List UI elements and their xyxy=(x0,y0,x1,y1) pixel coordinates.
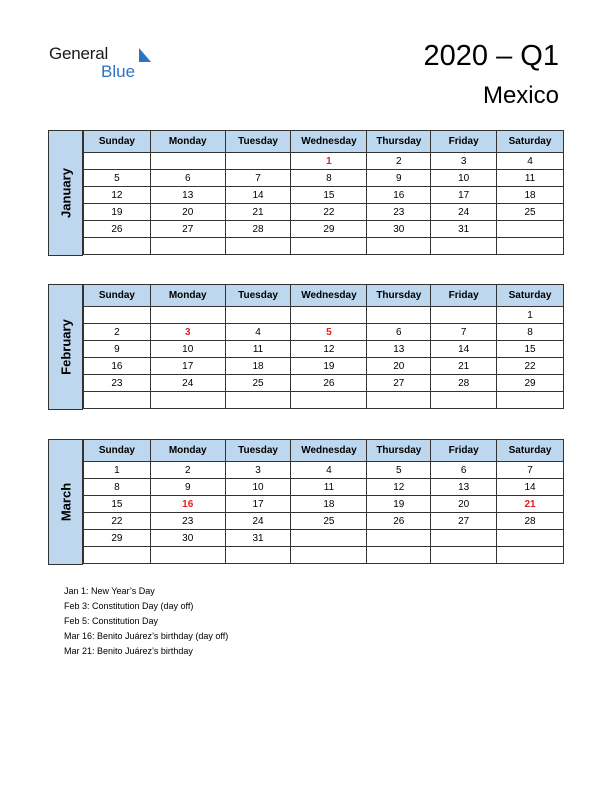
day-cell xyxy=(84,238,151,255)
logo-text-general: General xyxy=(49,44,109,63)
weekday-header: Sunday xyxy=(84,285,151,307)
day-cell xyxy=(367,547,431,564)
day-cell: 11 xyxy=(225,341,291,358)
calendar-grid xyxy=(83,284,564,409)
day-cell: 13 xyxy=(150,187,225,204)
day-cell: 29 xyxy=(84,530,151,547)
week-row xyxy=(84,392,564,409)
day-cell: 8 xyxy=(291,170,367,187)
weekday-header: Thursday xyxy=(367,285,431,307)
weekday-header: Wednesday xyxy=(291,440,367,462)
day-cell: 4 xyxy=(291,462,367,479)
week-row xyxy=(84,547,564,564)
weekday-header: Thursday xyxy=(367,131,431,153)
day-cell: 15 xyxy=(291,187,367,204)
day-cell xyxy=(497,392,564,409)
day-cell: 18 xyxy=(225,358,291,375)
day-cell xyxy=(225,238,291,255)
day-cell: 5 xyxy=(367,462,431,479)
week-row xyxy=(84,153,564,170)
day-cell: 4 xyxy=(497,153,564,170)
week-row xyxy=(84,358,564,375)
weekday-header: Tuesday xyxy=(225,131,291,153)
day-cell: 6 xyxy=(367,324,431,341)
day-cell xyxy=(431,530,497,547)
day-cell: 24 xyxy=(150,375,225,392)
day-cell xyxy=(84,153,151,170)
day-cell: 27 xyxy=(431,513,497,530)
day-cell: 15 xyxy=(84,496,151,513)
day-cell: 9 xyxy=(84,341,151,358)
day-cell: 16 xyxy=(150,496,225,513)
day-cell: 15 xyxy=(497,341,564,358)
day-cell: 1 xyxy=(84,462,151,479)
day-cell xyxy=(367,530,431,547)
weekday-header: Friday xyxy=(431,440,497,462)
weekday-header: Wednesday xyxy=(291,131,367,153)
week-row xyxy=(84,170,564,187)
day-cell: 18 xyxy=(291,496,367,513)
day-cell: 13 xyxy=(431,479,497,496)
week-row xyxy=(84,324,564,341)
day-cell xyxy=(497,547,564,564)
day-cell: 7 xyxy=(497,462,564,479)
day-cell: 2 xyxy=(150,462,225,479)
day-cell xyxy=(431,238,497,255)
day-cell: 11 xyxy=(291,479,367,496)
week-row xyxy=(84,375,564,392)
day-cell: 19 xyxy=(291,358,367,375)
day-cell xyxy=(497,238,564,255)
day-cell: 21 xyxy=(497,496,564,513)
day-cell: 9 xyxy=(367,170,431,187)
day-cell xyxy=(497,530,564,547)
day-cell: 25 xyxy=(291,513,367,530)
day-cell: 28 xyxy=(225,221,291,238)
logo-triangle-icon xyxy=(139,48,151,62)
day-cell xyxy=(291,392,367,409)
day-cell xyxy=(497,221,564,238)
day-cell: 1 xyxy=(497,307,564,324)
day-cell xyxy=(367,238,431,255)
day-cell xyxy=(291,530,367,547)
day-cell: 6 xyxy=(150,170,225,187)
holiday-note: Feb 5: Constitution Day xyxy=(64,616,159,626)
day-cell: 22 xyxy=(291,204,367,221)
weekday-header: Friday xyxy=(431,131,497,153)
day-cell: 3 xyxy=(150,324,225,341)
month-name: March xyxy=(58,482,73,522)
day-cell: 26 xyxy=(291,375,367,392)
day-cell: 23 xyxy=(84,375,151,392)
day-cell xyxy=(225,392,291,409)
day-cell: 17 xyxy=(225,496,291,513)
day-cell: 26 xyxy=(84,221,151,238)
day-cell: 2 xyxy=(84,324,151,341)
day-cell: 16 xyxy=(367,187,431,204)
day-cell: 22 xyxy=(497,358,564,375)
day-cell xyxy=(225,307,291,324)
day-cell: 26 xyxy=(367,513,431,530)
weekday-header: Sunday xyxy=(84,131,151,153)
month-label xyxy=(48,284,83,410)
day-cell: 25 xyxy=(225,375,291,392)
day-cell: 19 xyxy=(367,496,431,513)
week-row xyxy=(84,530,564,547)
country-name: Mexico xyxy=(482,82,559,109)
weekday-header: Saturday xyxy=(497,285,564,307)
day-cell xyxy=(291,547,367,564)
day-cell: 12 xyxy=(84,187,151,204)
weekday-header: Tuesday xyxy=(225,285,291,307)
holiday-note: Mar 21: Benito Juárez’s birthday xyxy=(64,646,193,656)
month-name: January xyxy=(58,168,73,218)
day-cell xyxy=(150,153,225,170)
day-cell: 17 xyxy=(431,187,497,204)
weekday-header: Saturday xyxy=(497,131,564,153)
day-cell: 1 xyxy=(291,153,367,170)
weekday-header: Monday xyxy=(150,131,225,153)
calendar-grid xyxy=(83,130,564,255)
general-blue-logo xyxy=(49,44,149,82)
day-cell: 17 xyxy=(150,358,225,375)
day-cell: 6 xyxy=(431,462,497,479)
week-row xyxy=(84,204,564,221)
day-cell xyxy=(84,392,151,409)
day-cell xyxy=(150,392,225,409)
day-cell: 5 xyxy=(84,170,151,187)
day-cell: 20 xyxy=(150,204,225,221)
day-cell xyxy=(84,307,151,324)
day-cell: 10 xyxy=(225,479,291,496)
day-cell: 7 xyxy=(431,324,497,341)
day-cell: 10 xyxy=(150,341,225,358)
day-cell: 27 xyxy=(367,375,431,392)
day-cell: 19 xyxy=(84,204,151,221)
day-cell xyxy=(431,392,497,409)
day-cell: 29 xyxy=(291,221,367,238)
calendar-grid xyxy=(83,439,564,564)
day-cell xyxy=(150,238,225,255)
holiday-note: Mar 16: Benito Juárez’s birthday (day off) xyxy=(64,631,229,641)
day-cell: 12 xyxy=(367,479,431,496)
day-cell: 14 xyxy=(497,479,564,496)
day-cell: 23 xyxy=(367,204,431,221)
day-cell xyxy=(150,547,225,564)
weekday-header: Saturday xyxy=(497,440,564,462)
week-row xyxy=(84,187,564,204)
week-row xyxy=(84,462,564,479)
day-cell xyxy=(225,547,291,564)
day-cell: 14 xyxy=(225,187,291,204)
day-cell: 8 xyxy=(84,479,151,496)
holiday-note: Feb 3: Constitution Day (day off) xyxy=(64,601,194,611)
day-cell xyxy=(291,238,367,255)
weekday-header: Tuesday xyxy=(225,440,291,462)
day-cell: 7 xyxy=(225,170,291,187)
day-cell xyxy=(150,307,225,324)
day-cell xyxy=(367,307,431,324)
weekday-header: Thursday xyxy=(367,440,431,462)
day-cell: 31 xyxy=(431,221,497,238)
day-cell: 24 xyxy=(225,513,291,530)
day-cell: 25 xyxy=(497,204,564,221)
weekday-header: Sunday xyxy=(84,440,151,462)
day-cell: 8 xyxy=(497,324,564,341)
weekday-header: Friday xyxy=(431,285,497,307)
day-cell xyxy=(431,307,497,324)
day-cell: 20 xyxy=(431,496,497,513)
day-cell: 12 xyxy=(291,341,367,358)
day-cell xyxy=(84,547,151,564)
day-cell: 30 xyxy=(150,530,225,547)
day-cell: 24 xyxy=(431,204,497,221)
day-cell: 16 xyxy=(84,358,151,375)
day-cell: 3 xyxy=(225,462,291,479)
holiday-note: Jan 1: New Year’s Day xyxy=(64,586,155,596)
day-cell xyxy=(431,547,497,564)
day-cell: 11 xyxy=(497,170,564,187)
day-cell: 2 xyxy=(367,153,431,170)
day-cell: 30 xyxy=(367,221,431,238)
month-label xyxy=(48,130,83,256)
day-cell: 22 xyxy=(84,513,151,530)
holiday-notes xyxy=(64,584,228,659)
day-cell: 23 xyxy=(150,513,225,530)
day-cell: 5 xyxy=(291,324,367,341)
day-cell: 13 xyxy=(367,341,431,358)
week-row xyxy=(84,479,564,496)
day-cell: 21 xyxy=(225,204,291,221)
day-cell: 20 xyxy=(367,358,431,375)
month-label xyxy=(48,439,83,565)
month-name: February xyxy=(58,319,73,375)
logo-text-blue: Blue xyxy=(101,62,136,81)
day-cell: 31 xyxy=(225,530,291,547)
day-cell: 28 xyxy=(497,513,564,530)
day-cell: 29 xyxy=(497,375,564,392)
day-cell: 4 xyxy=(225,324,291,341)
week-row xyxy=(84,513,564,530)
day-cell: 9 xyxy=(150,479,225,496)
weekday-header: Wednesday xyxy=(291,285,367,307)
day-cell: 27 xyxy=(150,221,225,238)
weekday-header: Monday xyxy=(150,440,225,462)
weekday-header: Monday xyxy=(150,285,225,307)
day-cell: 3 xyxy=(431,153,497,170)
week-row xyxy=(84,238,564,255)
day-cell: 21 xyxy=(431,358,497,375)
day-cell: 10 xyxy=(431,170,497,187)
week-row xyxy=(84,496,564,513)
week-row xyxy=(84,221,564,238)
page-title: 2020 – Q1 xyxy=(423,40,559,72)
week-row xyxy=(84,307,564,324)
day-cell xyxy=(291,307,367,324)
week-row xyxy=(84,341,564,358)
day-cell: 14 xyxy=(431,341,497,358)
day-cell: 18 xyxy=(497,187,564,204)
day-cell: 28 xyxy=(431,375,497,392)
day-cell xyxy=(225,153,291,170)
day-cell xyxy=(367,392,431,409)
